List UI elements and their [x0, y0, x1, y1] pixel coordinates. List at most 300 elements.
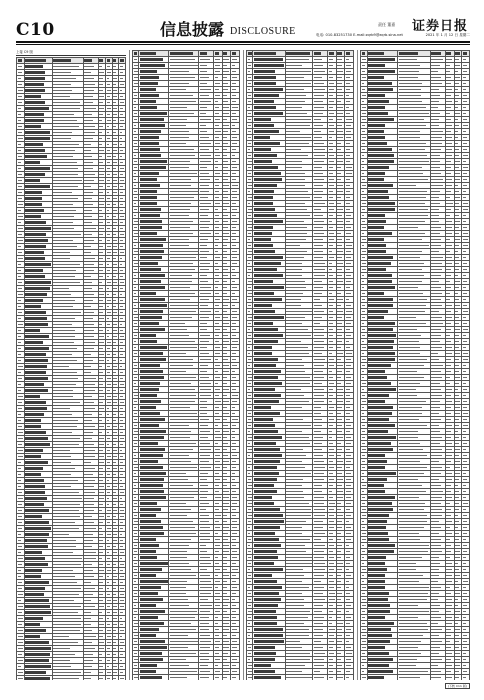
unreadable-text-mark — [170, 473, 186, 475]
unreadable-text-mark — [134, 239, 138, 241]
unreadable-text-mark — [232, 179, 236, 181]
unreadable-text-mark — [120, 156, 122, 158]
unreadable-text-mark — [232, 335, 236, 337]
unreadable-text-mark — [232, 569, 238, 571]
unreadable-text-mark — [314, 173, 324, 175]
unreadable-text-mark — [84, 336, 94, 338]
unreadable-text-mark — [170, 377, 196, 379]
unreadable-text-mark — [314, 425, 322, 427]
unreadable-text-mark — [84, 432, 93, 434]
unreadable-text-mark — [120, 222, 123, 224]
unreadable-text-mark — [84, 132, 95, 134]
unreadable-text-mark — [120, 462, 123, 464]
unreadable-text-mark — [84, 66, 94, 68]
unreadable-text-mark — [200, 389, 211, 391]
unreadable-text-mark — [99, 564, 103, 566]
unreadable-text-mark — [223, 353, 227, 355]
unreadable-text-mark — [134, 71, 138, 73]
unreadable-text-mark — [134, 443, 138, 445]
unreadable-text-mark — [134, 299, 137, 301]
unreadable-text-mark — [53, 510, 78, 512]
unreadable-text-mark — [223, 125, 229, 127]
unreadable-text-mark — [215, 281, 220, 283]
unreadable-text-mark — [254, 106, 277, 108]
unreadable-text-mark — [337, 317, 341, 319]
unreadable-text-mark — [25, 521, 49, 523]
unreadable-text-mark — [286, 77, 304, 79]
unreadable-text-mark — [314, 323, 320, 325]
unreadable-text-mark — [99, 132, 102, 134]
unreadable-text-mark — [337, 101, 341, 103]
unreadable-text-mark — [200, 215, 208, 217]
unreadable-text-mark — [140, 76, 159, 78]
unreadable-text-mark — [18, 288, 23, 290]
unreadable-text-mark — [113, 372, 115, 374]
unreadable-text-mark — [254, 82, 276, 84]
unreadable-text-mark — [113, 384, 117, 386]
unreadable-text-mark — [99, 90, 103, 92]
unreadable-text-mark — [170, 671, 197, 673]
unreadable-text-mark — [107, 192, 109, 194]
unreadable-text-mark — [107, 246, 111, 248]
unreadable-text-mark — [286, 299, 301, 301]
unreadable-text-mark — [223, 473, 227, 475]
unreadable-text-mark — [200, 233, 211, 235]
unreadable-text-mark — [99, 636, 102, 638]
unreadable-text-mark — [254, 130, 279, 132]
unreadable-text-mark — [53, 612, 77, 614]
unreadable-text-mark — [18, 96, 22, 98]
unreadable-text-mark — [329, 401, 333, 403]
unreadable-text-mark — [346, 485, 351, 487]
unreadable-text-mark — [248, 443, 251, 445]
unreadable-text-mark — [18, 528, 22, 530]
unreadable-text-mark — [53, 324, 71, 326]
unreadable-text-mark — [134, 101, 137, 103]
unreadable-text-mark — [53, 204, 73, 206]
unreadable-text-mark — [314, 509, 325, 511]
unreadable-text-mark — [223, 89, 227, 91]
unreadable-text-mark — [25, 131, 50, 133]
unreadable-text-mark — [134, 623, 138, 625]
unreadable-text-mark — [337, 515, 342, 517]
unreadable-text-mark — [113, 270, 116, 272]
unreadable-text-mark — [53, 492, 79, 494]
unreadable-text-mark — [337, 467, 341, 469]
unreadable-text-mark — [107, 138, 110, 140]
unreadable-text-mark — [200, 275, 207, 277]
unreadable-text-mark — [232, 233, 236, 235]
unreadable-text-mark — [107, 414, 110, 416]
unreadable-text-mark — [134, 485, 137, 487]
unreadable-text-mark — [84, 306, 91, 308]
unreadable-text-mark — [84, 240, 94, 242]
unreadable-text-mark — [254, 472, 279, 474]
unreadable-text-mark — [314, 479, 324, 481]
unreadable-text-mark — [140, 286, 165, 288]
unreadable-text-mark — [232, 143, 237, 145]
unreadable-text-mark — [107, 282, 111, 284]
unreadable-text-mark — [314, 137, 322, 139]
unreadable-text-mark — [314, 317, 322, 319]
unreadable-text-mark — [107, 228, 110, 230]
unreadable-text-mark — [107, 396, 111, 398]
unreadable-text-mark — [337, 215, 341, 217]
unreadable-text-mark — [99, 228, 104, 230]
unreadable-text-mark — [107, 558, 111, 560]
unreadable-text-mark — [215, 269, 219, 271]
unreadable-text-mark — [140, 190, 157, 192]
unreadable-text-mark — [200, 125, 207, 127]
unreadable-text-mark — [134, 587, 138, 589]
unreadable-text-mark — [113, 534, 117, 536]
unreadable-text-mark — [99, 660, 102, 662]
unreadable-text-mark — [223, 497, 229, 499]
unreadable-text-mark — [314, 281, 322, 283]
unreadable-text-mark — [120, 522, 123, 524]
unreadable-text-mark — [200, 257, 207, 259]
unreadable-text-mark — [223, 251, 227, 253]
unreadable-text-mark — [99, 162, 103, 164]
unreadable-text-mark — [134, 317, 138, 319]
unreadable-text-mark — [99, 492, 104, 494]
unreadable-text-mark — [232, 173, 236, 175]
unreadable-text-mark — [134, 281, 137, 283]
unreadable-text-mark — [84, 168, 93, 170]
unreadable-text-mark — [84, 366, 91, 368]
unreadable-text-mark — [346, 305, 351, 307]
unreadable-text-mark — [346, 437, 352, 439]
unreadable-text-mark — [140, 292, 156, 294]
unreadable-text-mark — [134, 395, 138, 397]
unreadable-text-mark — [107, 318, 109, 320]
unreadable-text-mark — [107, 378, 111, 380]
unreadable-text-mark — [314, 341, 324, 343]
unreadable-text-mark — [25, 551, 42, 553]
unreadable-text-mark — [329, 143, 333, 145]
unreadable-text-mark — [200, 227, 209, 229]
unreadable-text-mark — [18, 408, 23, 410]
unreadable-text-mark — [25, 173, 45, 175]
unreadable-text-mark — [120, 138, 122, 140]
unreadable-text-mark — [99, 300, 103, 302]
unreadable-text-mark — [140, 136, 160, 138]
unreadable-text-mark — [170, 317, 192, 319]
unreadable-text-mark — [200, 269, 209, 271]
unreadable-text-mark — [140, 448, 165, 450]
unreadable-text-mark — [18, 660, 23, 662]
unreadable-text-mark — [200, 677, 209, 679]
unreadable-text-mark — [18, 372, 22, 374]
unreadable-text-mark — [18, 630, 23, 632]
unreadable-text-mark — [25, 191, 42, 193]
unreadable-text-mark — [223, 533, 227, 535]
unreadable-text-mark — [113, 258, 116, 260]
unreadable-text-mark — [107, 216, 109, 218]
unreadable-text-mark — [286, 389, 301, 391]
unreadable-text-mark — [113, 300, 115, 302]
unreadable-text-mark — [84, 660, 93, 662]
unreadable-text-mark — [337, 479, 343, 481]
unreadable-text-mark — [134, 527, 137, 529]
unreadable-text-mark — [223, 347, 227, 349]
unreadable-text-mark — [215, 71, 220, 73]
unreadable-text-mark — [314, 149, 325, 151]
unreadable-text-mark — [286, 437, 309, 439]
unreadable-text-mark — [18, 294, 24, 296]
unreadable-text-mark — [107, 522, 110, 524]
unreadable-text-mark — [346, 497, 351, 499]
unreadable-text-mark — [329, 335, 333, 337]
unreadable-text-mark — [314, 347, 324, 349]
unreadable-text-mark — [170, 527, 195, 529]
unreadable-text-mark — [140, 238, 166, 240]
unreadable-text-mark — [248, 161, 252, 163]
unreadable-text-mark — [113, 342, 116, 344]
unreadable-text-mark — [170, 143, 186, 145]
unreadable-text-mark — [18, 654, 23, 656]
unreadable-text-mark — [99, 114, 103, 116]
unreadable-text-mark — [53, 408, 69, 410]
unreadable-text-mark — [215, 59, 220, 61]
unreadable-text-mark — [223, 197, 228, 199]
unreadable-text-mark — [53, 642, 78, 644]
unreadable-text-mark — [53, 558, 81, 560]
unreadable-text-mark — [84, 648, 95, 650]
unreadable-text-mark — [254, 460, 280, 462]
unreadable-text-mark — [107, 162, 110, 164]
unreadable-text-mark — [107, 234, 110, 236]
unreadable-text-mark — [113, 678, 116, 680]
unreadable-text-mark — [84, 276, 91, 278]
unreadable-text-mark — [314, 515, 326, 517]
unreadable-text-mark — [25, 401, 46, 403]
unreadable-text-mark — [134, 89, 137, 91]
unreadable-text-mark — [223, 611, 227, 613]
unreadable-text-mark — [99, 312, 103, 314]
table-cell — [83, 676, 98, 681]
unreadable-text-mark — [232, 185, 238, 187]
unreadable-text-mark — [18, 486, 21, 488]
unreadable-text-mark — [18, 588, 23, 590]
unreadable-text-mark — [248, 359, 252, 361]
unreadable-text-mark — [286, 185, 305, 187]
unreadable-text-mark — [215, 77, 219, 79]
unreadable-text-mark — [329, 227, 334, 229]
unreadable-text-mark — [329, 161, 334, 163]
unreadable-text-mark — [113, 492, 115, 494]
unreadable-text-mark — [232, 455, 237, 457]
unreadable-text-mark — [232, 641, 237, 643]
unreadable-text-mark — [223, 545, 229, 547]
unreadable-text-mark — [200, 671, 211, 673]
unreadable-text-mark — [107, 300, 111, 302]
unreadable-text-mark — [200, 395, 211, 397]
unreadable-text-mark — [248, 59, 251, 61]
unreadable-text-mark — [18, 258, 23, 260]
unreadable-text-mark — [232, 317, 237, 319]
unreadable-text-mark — [215, 473, 220, 475]
unreadable-text-mark — [170, 293, 195, 295]
unreadable-text-mark — [314, 407, 321, 409]
unreadable-text-mark — [170, 257, 196, 259]
unreadable-text-mark — [53, 480, 77, 482]
unreadable-text-mark — [140, 406, 157, 408]
unreadable-text-mark — [84, 330, 94, 332]
unreadable-text-mark — [84, 666, 92, 668]
unreadable-text-mark — [99, 330, 103, 332]
unreadable-text-mark — [200, 635, 211, 637]
unreadable-text-mark — [314, 125, 323, 127]
unreadable-text-mark — [107, 384, 111, 386]
unreadable-text-mark — [53, 144, 79, 146]
unreadable-text-mark — [329, 503, 335, 505]
unreadable-text-mark — [84, 138, 93, 140]
unreadable-text-mark — [170, 125, 186, 127]
unreadable-text-mark — [134, 119, 138, 121]
unreadable-text-mark — [314, 311, 325, 313]
unreadable-text-mark — [248, 173, 251, 175]
unreadable-text-mark — [248, 101, 251, 103]
unreadable-text-mark — [314, 353, 322, 355]
unreadable-text-mark — [120, 444, 123, 446]
unreadable-text-mark — [113, 192, 117, 194]
unreadable-text-mark — [232, 257, 237, 259]
unreadable-text-mark — [25, 617, 42, 619]
unreadable-text-mark — [346, 107, 350, 109]
unreadable-text-mark — [113, 102, 116, 104]
unreadable-text-mark — [286, 491, 303, 493]
unreadable-text-mark — [329, 455, 334, 457]
unreadable-text-mark — [113, 96, 117, 98]
unreadable-text-mark — [346, 365, 352, 367]
unreadable-text-mark — [314, 143, 324, 145]
unreadable-text-mark — [248, 143, 252, 145]
unreadable-text-mark — [200, 251, 209, 253]
unreadable-text-mark — [170, 443, 197, 445]
unreadable-text-mark — [170, 383, 191, 385]
unreadable-text-mark — [170, 77, 195, 79]
unreadable-text-mark — [53, 636, 69, 638]
unreadable-text-mark — [134, 473, 137, 475]
unreadable-text-mark — [232, 305, 235, 307]
unreadable-text-mark — [140, 100, 156, 102]
unreadable-text-mark — [25, 71, 45, 73]
unreadable-text-mark — [286, 269, 302, 271]
unreadable-text-mark — [254, 394, 281, 396]
unreadable-text-mark — [140, 394, 157, 396]
unreadable-text-mark — [134, 593, 137, 595]
unreadable-text-mark — [120, 354, 123, 356]
unreadable-text-mark — [286, 341, 301, 343]
unreadable-text-mark — [84, 216, 92, 218]
unreadable-text-mark — [84, 642, 92, 644]
unreadable-text-mark — [215, 95, 220, 97]
unreadable-text-mark — [223, 191, 227, 193]
unreadable-text-mark — [53, 210, 75, 212]
unreadable-text-mark — [134, 407, 137, 409]
unreadable-text-mark — [25, 95, 41, 97]
unreadable-text-mark — [107, 492, 111, 494]
unreadable-text-mark — [170, 587, 186, 589]
unreadable-text-mark — [314, 413, 321, 415]
unreadable-text-mark — [25, 623, 40, 625]
unreadable-text-mark — [107, 516, 110, 518]
unreadable-text-mark — [113, 78, 117, 80]
unreadable-text-mark — [120, 642, 124, 644]
unreadable-text-mark — [120, 192, 123, 194]
unreadable-text-mark — [18, 456, 23, 458]
unreadable-text-mark — [84, 522, 94, 524]
unreadable-text-mark — [254, 376, 278, 378]
unreadable-text-mark — [215, 647, 220, 649]
unreadable-text-mark — [53, 426, 76, 428]
unreadable-text-mark — [329, 479, 334, 481]
unreadable-text-mark — [329, 419, 334, 421]
unreadable-text-mark — [286, 239, 306, 241]
unreadable-text-mark — [200, 623, 209, 625]
unreadable-text-mark — [329, 257, 334, 259]
unreadable-text-mark — [215, 179, 220, 181]
unreadable-text-mark — [337, 125, 342, 127]
unreadable-text-mark — [170, 65, 198, 67]
unreadable-text-mark — [120, 432, 123, 434]
unreadable-text-mark — [346, 515, 351, 517]
unreadable-text-mark — [25, 563, 48, 565]
unreadable-text-mark — [337, 401, 342, 403]
unreadable-text-mark — [254, 358, 278, 360]
unreadable-text-mark — [134, 461, 138, 463]
unreadable-text-mark — [248, 215, 251, 217]
unreadable-text-mark — [346, 239, 350, 241]
unreadable-text-mark — [248, 209, 252, 211]
unreadable-text-mark — [223, 575, 228, 577]
unreadable-text-mark — [84, 252, 91, 254]
unreadable-text-mark — [107, 474, 110, 476]
unreadable-text-mark — [113, 216, 115, 218]
unreadable-text-mark — [84, 402, 94, 404]
unreadable-text-mark — [84, 114, 92, 116]
unreadable-text-mark — [337, 509, 341, 511]
unreadable-text-mark — [25, 533, 49, 535]
unreadable-text-mark — [107, 582, 110, 584]
unreadable-text-mark — [170, 509, 191, 511]
unreadable-text-mark — [254, 508, 280, 510]
unreadable-text-mark — [134, 359, 137, 361]
unreadable-text-mark — [84, 90, 94, 92]
unreadable-text-mark — [223, 179, 228, 181]
unreadable-text-mark — [113, 144, 116, 146]
unreadable-text-mark — [113, 210, 117, 212]
unreadable-text-mark — [200, 641, 211, 643]
unreadable-text-mark — [232, 605, 236, 607]
unreadable-text-mark — [107, 552, 110, 554]
unreadable-text-mark — [53, 582, 76, 584]
unreadable-text-mark — [140, 304, 167, 306]
unreadable-text-mark — [346, 191, 350, 193]
unreadable-text-mark — [329, 473, 334, 475]
unreadable-text-mark — [99, 426, 104, 428]
unreadable-text-mark — [25, 443, 50, 445]
unreadable-text-mark — [53, 396, 73, 398]
unreadable-text-mark — [134, 635, 138, 637]
unreadable-text-mark — [329, 281, 334, 283]
unreadable-text-mark — [53, 564, 80, 566]
unreadable-text-mark — [18, 84, 23, 86]
unreadable-text-mark — [248, 89, 251, 91]
unreadable-text-mark — [223, 137, 226, 139]
unreadable-text-mark — [140, 256, 162, 258]
